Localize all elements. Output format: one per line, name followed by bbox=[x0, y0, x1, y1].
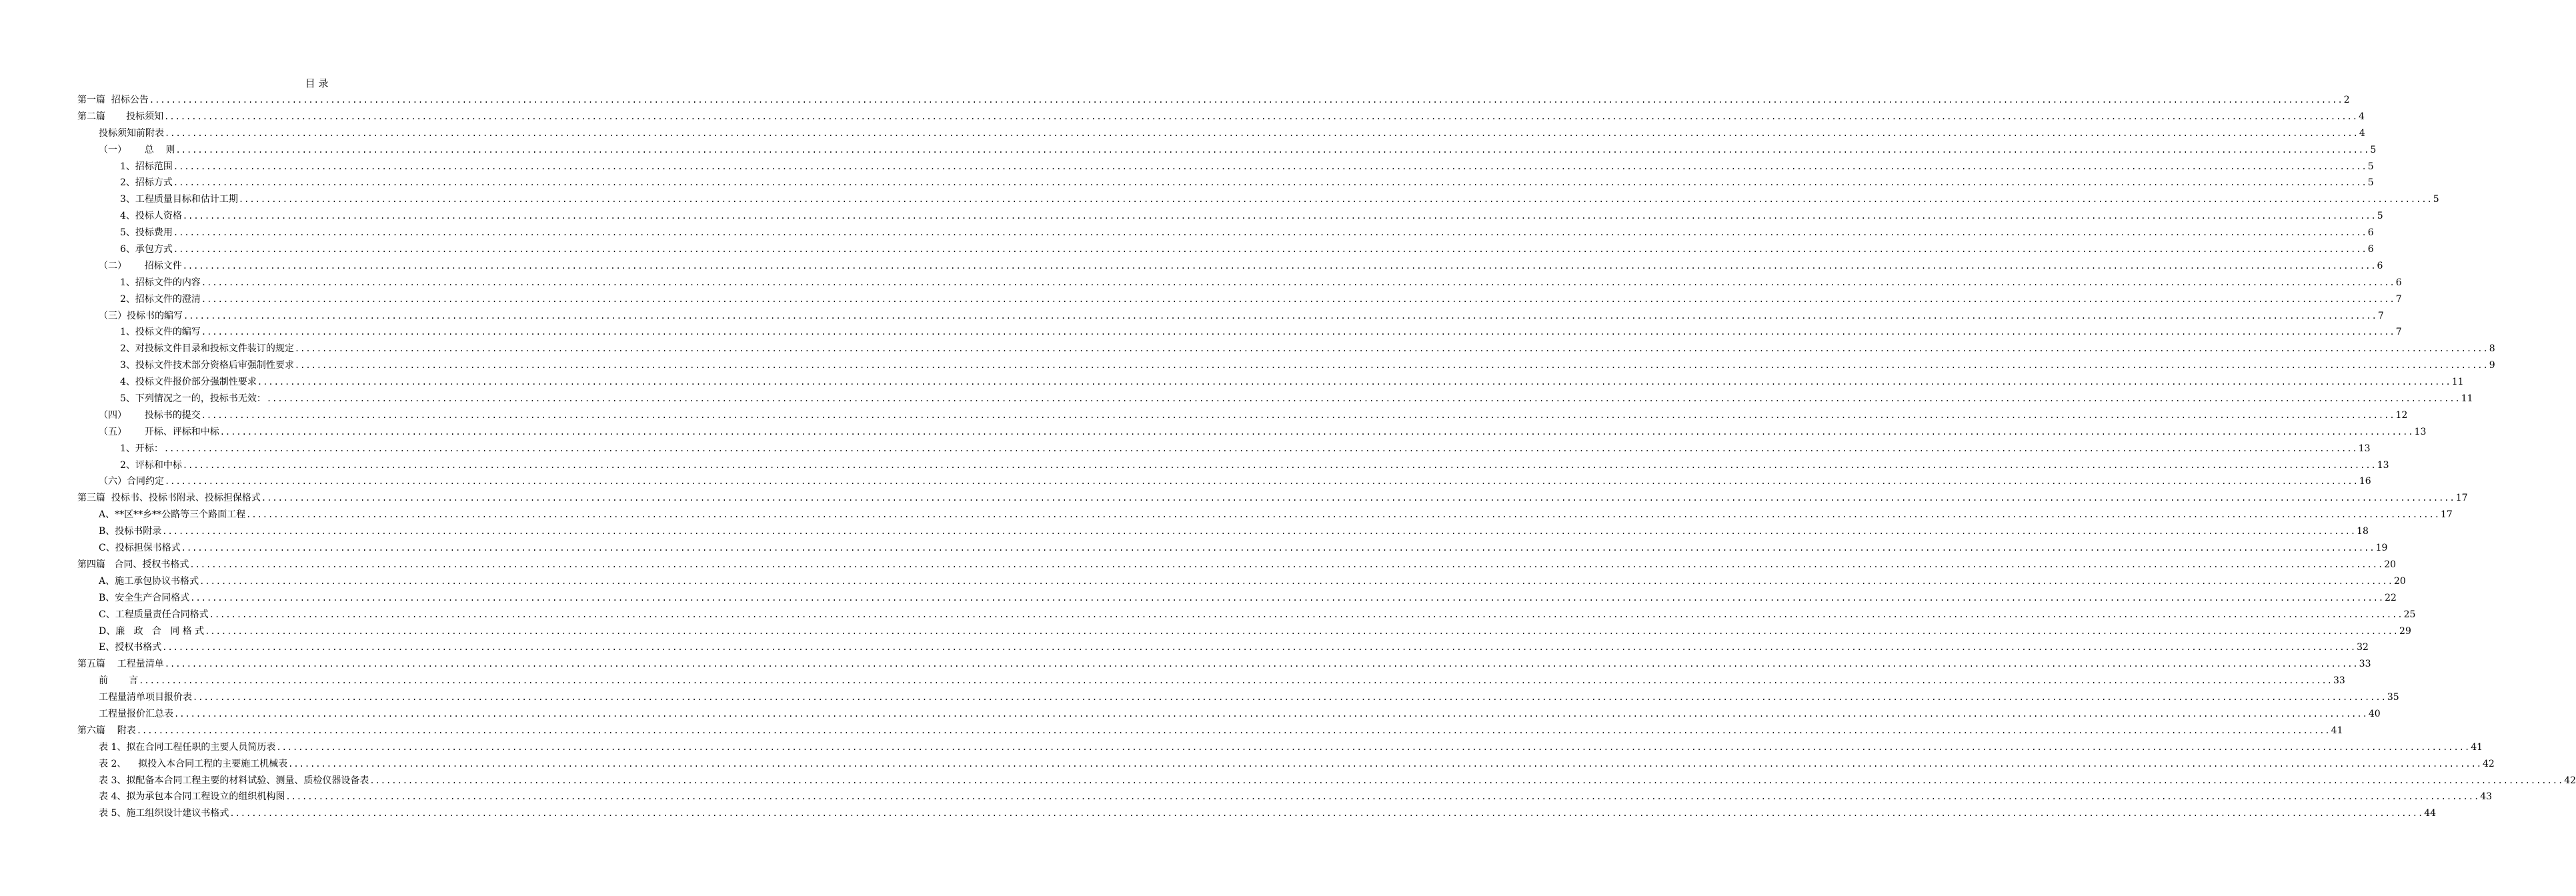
toc-entry-label: 第五篇 工程量清单 bbox=[77, 659, 164, 670]
toc-dot-leader: ................................................................................................................................................................................................................................................................................................................................................................................................................ bbox=[190, 593, 2385, 603]
toc-entry[interactable] bbox=[0, 391, 2473, 407]
toc-entry-page-number: 6 bbox=[2367, 244, 2374, 255]
toc-dot-leader: ................................................................................................................................................................................................................................................................................................................................................................................................................ bbox=[201, 410, 2395, 420]
toc-entry[interactable] bbox=[0, 789, 2493, 805]
toc-entry[interactable] bbox=[0, 739, 2483, 756]
toc-entry-page-number: 41 bbox=[2331, 725, 2343, 736]
toc-entry[interactable] bbox=[0, 191, 2439, 208]
toc-entry-label: 第四篇 合同、授权书格式 bbox=[77, 559, 189, 570]
toc-entry-page-number: 5 bbox=[2377, 211, 2383, 222]
toc-entry-label: D、廉 政 合 同 格 式 bbox=[99, 625, 205, 637]
toc-entry-label: C、工程质量责任合同格式 bbox=[99, 609, 209, 620]
toc-entry-page-number: 12 bbox=[2395, 409, 2408, 421]
toc-dot-leader: ................................................................................................................................................................................................................................................................................................................................................................................................................ bbox=[189, 559, 2384, 569]
toc-entry-label: 2、对投标文件目录和投标文件装订的规定 bbox=[120, 343, 294, 355]
toc-entry-label: 第一篇 招标公告 bbox=[77, 95, 149, 105]
toc-entry-label: 投标须知前附表 bbox=[99, 127, 164, 139]
toc-dot-leader: ................................................................................................................................................................................................................................................................................................................................................................................................................ bbox=[164, 111, 2358, 121]
toc-entry[interactable] bbox=[0, 357, 2495, 374]
toc-entry-page-number: 5 bbox=[2367, 177, 2374, 189]
toc-entry-label: A、**区**乡**公路等三个路面工程 bbox=[99, 509, 246, 521]
toc-entry-label: （三）投标书的编写 bbox=[99, 310, 183, 321]
toc-dot-leader: ................................................................................................................................................................................................................................................................................................................................................................................................................ bbox=[182, 211, 2377, 221]
toc-entry-page-number: 44 bbox=[2424, 808, 2437, 819]
toc-entry[interactable] bbox=[0, 424, 2427, 441]
toc-dot-leader: ................................................................................................................................................................................................................................................................................................................................................................................................................ bbox=[219, 427, 2414, 437]
toc-dot-leader: ................................................................................................................................................................................................................................................................................................................................................................................................................ bbox=[162, 643, 2357, 653]
toc-entry[interactable] bbox=[0, 324, 2402, 341]
toc-dot-leader: ................................................................................................................................................................................................................................................................................................................................................................................................................ bbox=[294, 344, 2489, 354]
toc-entry[interactable] bbox=[0, 208, 2383, 225]
toc-entry-label: 6、承包方式 bbox=[120, 244, 173, 255]
toc-entry-label: 表 3、拟配备本合同工程主要的材料试验、测量、质检仪器设备表 bbox=[99, 775, 369, 786]
toc-entry[interactable] bbox=[0, 175, 2374, 191]
toc-dot-leader: ................................................................................................................................................................................................................................................................................................................................................................................................................ bbox=[229, 809, 2424, 819]
toc-dot-leader: ................................................................................................................................................................................................................................................................................................................................................................................................................ bbox=[173, 245, 2367, 255]
toc-entry[interactable] bbox=[0, 756, 2495, 773]
toc-dot-leader: ................................................................................................................................................................................................................................................................................................................................................................................................................ bbox=[136, 725, 2331, 735]
toc-entry-label: C、投标担保书格式 bbox=[99, 543, 181, 554]
toc-entry[interactable] bbox=[0, 805, 2437, 822]
toc-entry-label: 4、投标文件报价部分强制性要求 bbox=[120, 377, 257, 388]
toc-entry-label: 3、投标文件技术部分资格后审强制性要求 bbox=[120, 360, 294, 371]
toc-entry[interactable] bbox=[0, 142, 2377, 159]
toc-entry-label: （六）合同约定 bbox=[99, 476, 164, 487]
toc-entry-label: B、安全生产合同格式 bbox=[99, 592, 190, 603]
toc-dot-leader: ................................................................................................................................................................................................................................................................................................................................................................................................................ bbox=[261, 493, 2455, 503]
toc-entry[interactable] bbox=[0, 92, 2350, 109]
toc-entry-page-number: 41 bbox=[2471, 741, 2483, 753]
toc-dot-leader: ................................................................................................................................................................................................................................................................................................................................................................................................................ bbox=[182, 460, 2377, 470]
toc-entry-label: 5、投标费用 bbox=[120, 227, 173, 239]
toc-dot-leader: ................................................................................................................................................................................................................................................................................................................................................................................................................ bbox=[173, 178, 2367, 188]
toc-entry-page-number: 35 bbox=[2387, 692, 2399, 703]
toc-dot-leader: ................................................................................................................................................................................................................................................................................................................................................................................................................ bbox=[165, 477, 2359, 487]
toc-entry-label: （四） 投标书的提交 bbox=[99, 409, 201, 421]
toc-dot-leader: ................................................................................................................................................................................................................................................................................................................................................................................................................ bbox=[173, 161, 2367, 171]
toc-dot-leader: ................................................................................................................................................................................................................................................................................................................................................................................................................ bbox=[199, 576, 2393, 586]
toc-entry[interactable] bbox=[0, 457, 2389, 474]
toc-entry-page-number: 5 bbox=[2433, 194, 2439, 205]
toc-entry[interactable] bbox=[0, 225, 2374, 241]
toc-entry[interactable] bbox=[0, 159, 2374, 175]
toc-dot-leader: ................................................................................................................................................................................................................................................................................................................................................................................................................ bbox=[238, 195, 2433, 205]
toc-entry[interactable] bbox=[0, 473, 2371, 490]
toc-entry[interactable] bbox=[0, 490, 2468, 507]
toc-entry[interactable] bbox=[0, 540, 2388, 557]
toc-dot-leader: ................................................................................................................................................................................................................................................................................................................................................................................................................ bbox=[246, 510, 2440, 520]
toc-entry-page-number: 25 bbox=[2403, 609, 2416, 620]
toc-entry-page-number: 33 bbox=[2359, 659, 2371, 670]
toc-entry[interactable] bbox=[0, 656, 2371, 673]
toc-entry-label: A、施工承包协议书格式 bbox=[99, 575, 199, 587]
toc-entry-label: 表 2、 拟投入本合同工程的主要施工机械表 bbox=[99, 758, 288, 769]
toc-entry[interactable] bbox=[0, 723, 2343, 739]
toc-dot-leader: ................................................................................................................................................................................................................................................................................................................................................................................................................ bbox=[266, 394, 2461, 404]
toc-entry[interactable] bbox=[0, 441, 2371, 457]
toc-entry-label: 工程量报价汇总表 bbox=[99, 708, 173, 719]
toc-entry-page-number: 4 bbox=[2359, 127, 2365, 139]
toc-entry-page-number: 20 bbox=[2384, 559, 2397, 570]
toc-dot-leader: ................................................................................................................................................................................................................................................................................................................................................................................................................ bbox=[288, 759, 2483, 769]
toc-dot-leader: ................................................................................................................................................................................................................................................................................................................................................................................................................ bbox=[294, 361, 2489, 371]
toc-entry-page-number: 9 bbox=[2489, 360, 2495, 371]
toc-dot-leader: ................................................................................................................................................................................................................................................................................................................................................................................................................ bbox=[201, 294, 2395, 304]
toc-entry-label: 工程量清单项目报价表 bbox=[99, 692, 192, 703]
toc-dot-leader: ................................................................................................................................................................................................................................................................................................................................................................................................................ bbox=[149, 95, 2343, 105]
toc-entry-label: 表 5、施工组织设计建议书格式 bbox=[99, 808, 229, 819]
toc-entry-page-number: 6 bbox=[2395, 277, 2402, 288]
toc-entry[interactable] bbox=[0, 557, 2397, 573]
toc-entry-page-number: 43 bbox=[2480, 791, 2493, 803]
toc-entry-page-number: 5 bbox=[2370, 144, 2377, 155]
toc-dot-leader: ................................................................................................................................................................................................................................................................................................................................................................................................................ bbox=[201, 277, 2395, 287]
toc-dot-leader: ................................................................................................................................................................................................................................................................................................................................................................................................................ bbox=[193, 693, 2387, 703]
toc-dot-leader: ................................................................................................................................................................................................................................................................................................................................................................................................................ bbox=[257, 377, 2451, 387]
toc-entry-page-number: 5 bbox=[2367, 161, 2374, 172]
toc-entry[interactable] bbox=[0, 673, 2345, 689]
toc-entry-label: 2、招标文件的澄清 bbox=[120, 293, 201, 305]
toc-dot-leader: ................................................................................................................................................................................................................................................................................................................................................................................................................ bbox=[174, 709, 2368, 719]
toc-entry[interactable] bbox=[0, 291, 2402, 308]
toc-entry-page-number: 11 bbox=[2451, 377, 2464, 388]
toc-entry-label: （一） 总 则 bbox=[99, 144, 175, 155]
toc-entry-page-number: 6 bbox=[2377, 260, 2383, 271]
toc-entry[interactable] bbox=[0, 125, 2365, 142]
toc-entry[interactable] bbox=[0, 258, 2383, 275]
toc-entry-label: 表 1、拟在合同工程任职的主要人员简历表 bbox=[99, 741, 276, 753]
toc-entry-page-number: 8 bbox=[2489, 343, 2495, 355]
toc-entry-page-number: 29 bbox=[2399, 625, 2411, 637]
toc-entry[interactable] bbox=[0, 109, 2365, 125]
toc-entry-page-number: 42 bbox=[2483, 758, 2495, 769]
toc-dot-leader: ................................................................................................................................................................................................................................................................................................................................................................................................................ bbox=[181, 543, 2375, 553]
toc-list bbox=[0, 92, 2576, 822]
toc-entry-page-number: 42 bbox=[2564, 775, 2576, 786]
toc-dot-leader: ................................................................................................................................................................................................................................................................................................................................................................................................................ bbox=[369, 775, 2564, 785]
toc-entry[interactable] bbox=[0, 573, 2406, 590]
toc-dot-leader: ................................................................................................................................................................................................................................................................................................................................................................................................................ bbox=[205, 626, 2399, 636]
toc-entry-page-number: 17 bbox=[2440, 509, 2453, 521]
toc-dot-leader: ................................................................................................................................................................................................................................................................................................................................................................................................................ bbox=[209, 609, 2403, 619]
toc-entry-page-number: 33 bbox=[2333, 675, 2345, 687]
toc-entry-page-number: 7 bbox=[2395, 293, 2402, 305]
toc-entry-page-number: 6 bbox=[2367, 227, 2374, 239]
toc-entry-label: （五） 开标、评标和中标 bbox=[99, 426, 219, 437]
toc-entry-label: 表 4、拟为承包本合同工程设立的组织机构图 bbox=[99, 791, 285, 803]
toc-entry-page-number: 16 bbox=[2359, 476, 2371, 487]
toc-entry[interactable] bbox=[0, 639, 2369, 656]
toc-entry-page-number: 4 bbox=[2359, 111, 2365, 122]
toc-entry[interactable] bbox=[0, 623, 2411, 640]
toc-dot-leader: ................................................................................................................................................................................................................................................................................................................................................................................................................ bbox=[164, 659, 2359, 669]
toc-entry[interactable] bbox=[0, 241, 2374, 258]
toc-dot-leader: ................................................................................................................................................................................................................................................................................................................................................................................................................ bbox=[165, 128, 2359, 138]
toc-entry-page-number: 13 bbox=[2414, 426, 2427, 437]
toc-dot-leader: ................................................................................................................................................................................................................................................................................................................................................................................................................ bbox=[276, 742, 2471, 752]
toc-entry-page-number: 19 bbox=[2375, 543, 2388, 554]
toc-entry[interactable] bbox=[0, 341, 2495, 357]
toc-dot-leader: ................................................................................................................................................................................................................................................................................................................................................................................................................ bbox=[173, 228, 2367, 238]
toc-entry-label: 3、工程质量目标和估计工期 bbox=[120, 194, 238, 205]
toc-entry-label: （二） 招标文件 bbox=[99, 260, 182, 271]
toc-entry[interactable] bbox=[0, 706, 2381, 723]
toc-dot-leader: ................................................................................................................................................................................................................................................................................................................................................................................................................ bbox=[183, 311, 2377, 321]
toc-entry-label: 第六篇 附表 bbox=[77, 725, 136, 736]
toc-entry[interactable] bbox=[0, 507, 2453, 523]
toc-entry-page-number: 40 bbox=[2368, 708, 2381, 719]
toc-entry-label: 4、投标人资格 bbox=[120, 211, 182, 222]
toc-entry-page-number: 2 bbox=[2343, 95, 2350, 105]
toc-entry-label: E、授权书格式 bbox=[99, 642, 162, 653]
toc-entry[interactable] bbox=[0, 523, 2369, 540]
toc-entry-label: 第二篇 投标须知 bbox=[77, 111, 164, 122]
toc-entry-label: 1、招标文件的内容 bbox=[120, 277, 201, 288]
toc-entry-label: 前 言 bbox=[99, 675, 139, 687]
toc-entry-page-number: 22 bbox=[2385, 592, 2397, 603]
toc-entry-label: 第三篇 投标书、投标书附录、投标担保格式 bbox=[77, 493, 261, 504]
toc-entry-page-number: 13 bbox=[2377, 459, 2389, 471]
toc-entry-label: 5、下列情况之一的，投标书无效： bbox=[120, 393, 266, 405]
toc-entry[interactable] bbox=[0, 374, 2464, 391]
toc-entry-label: 1、开标： bbox=[120, 443, 163, 454]
toc-entry-label: 1、招标范围 bbox=[120, 161, 173, 172]
toc-entry-label: B、投标书附录 bbox=[99, 526, 162, 537]
toc-entry-label: 2、评标和中标 bbox=[120, 459, 182, 471]
toc-dot-leader: ................................................................................................................................................................................................................................................................................................................................................................................................................ bbox=[175, 145, 2370, 155]
toc-entry[interactable] bbox=[0, 590, 2397, 607]
toc-entry[interactable] bbox=[0, 607, 2416, 623]
toc-dot-leader: ................................................................................................................................................................................................................................................................................................................................................................................................................ bbox=[201, 327, 2395, 337]
toc-entry-label: 2、招标方式 bbox=[120, 177, 173, 189]
toc-entry-page-number: 7 bbox=[2395, 327, 2402, 338]
toc-entry-page-number: 32 bbox=[2357, 642, 2369, 653]
toc-entry-page-number: 20 bbox=[2393, 575, 2406, 587]
toc-entry-page-number: 18 bbox=[2357, 526, 2369, 537]
toc-dot-leader: ................................................................................................................................................................................................................................................................................................................................................................................................................ bbox=[182, 261, 2377, 271]
toc-entry-label: 1、投标文件的编写 bbox=[120, 327, 201, 338]
toc-dot-leader: ................................................................................................................................................................................................................................................................................................................................................................................................................ bbox=[162, 527, 2357, 537]
toc-entry[interactable] bbox=[0, 308, 2384, 325]
toc-dot-leader: ................................................................................................................................................................................................................................................................................................................................................................................................................ bbox=[285, 792, 2480, 802]
toc-entry[interactable] bbox=[0, 773, 2576, 789]
toc-title: 目 录 bbox=[305, 77, 329, 89]
toc-dot-leader: ................................................................................................................................................................................................................................................................................................................................................................................................................ bbox=[163, 443, 2358, 453]
toc-entry-page-number: 7 bbox=[2377, 310, 2384, 321]
toc-entry-page-number: 11 bbox=[2461, 393, 2473, 405]
toc-entry-page-number: 17 bbox=[2455, 493, 2468, 504]
toc-dot-leader: ................................................................................................................................................................................................................................................................................................................................................................................................................ bbox=[139, 676, 2333, 686]
toc-entry[interactable] bbox=[0, 275, 2402, 291]
toc-entry-page-number: 13 bbox=[2358, 443, 2371, 454]
toc-entry[interactable] bbox=[0, 689, 2399, 706]
toc-entry[interactable] bbox=[0, 407, 2408, 424]
